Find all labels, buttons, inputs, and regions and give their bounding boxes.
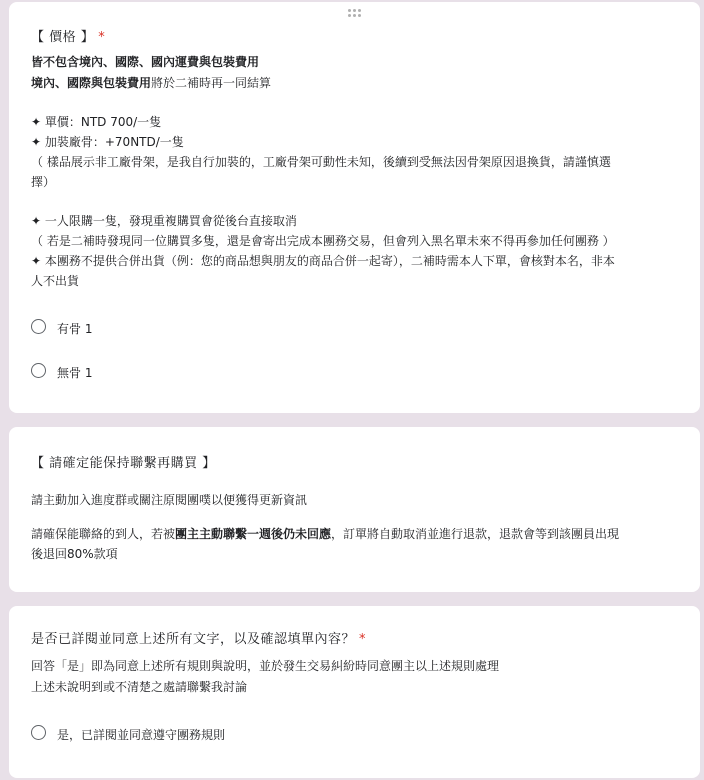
radio-option-no-bone[interactable]	[31, 363, 46, 378]
limit-note: （ 若是二補時發現同一位購買多隻，還是會寄出完成本團務交易，但會列入黑名單未來不得再參加任何團務 ）	[31, 234, 615, 248]
note-line: 擇）	[31, 175, 56, 189]
required-asterisk: *	[359, 632, 367, 647]
limit-line: ✦ 一人限購一隻，發現重複購買會從後台直接取消	[31, 214, 297, 228]
section-text: 請確保能聯絡的到人，若被	[31, 527, 176, 541]
question-title	[31, 628, 366, 647]
question-title-text: 是否已詳閱並同意上述所有文字，以及確認填單內容？	[31, 632, 356, 647]
addon-line: ✦ 加裝廠骨：+70NTD/一隻	[31, 135, 184, 149]
required-asterisk: *	[98, 30, 106, 45]
question-card-price	[9, 2, 700, 413]
section-bold-text: 團主主動聯繫一週後仍未回應	[175, 527, 332, 541]
merge-line: 人不出貨	[31, 274, 80, 288]
radio-option-label: 有骨 1	[57, 322, 93, 336]
radio-option-label: 是，已詳閱並同意遵守團務規則	[57, 728, 226, 742]
radio-option-agree[interactable]	[31, 725, 46, 740]
radio-option-with-bone[interactable]	[31, 319, 46, 334]
question-title-text: 【 價格 】	[31, 30, 95, 45]
price-line: ✦ 單價：NTD 700/一隻	[31, 115, 162, 129]
description-text: 將於二補時再一同結算	[151, 76, 272, 90]
description-bold-text: 境內、國際與包裝費用	[31, 76, 152, 90]
section-text: ，訂單將自動取消並進行退款，退款會等到該團員出現	[331, 527, 620, 541]
question-card-agreement	[9, 606, 700, 778]
section-card-contact	[9, 427, 700, 592]
section-text-line: 後退回80%款項	[31, 547, 118, 561]
question-title	[31, 26, 105, 45]
description-line: 回答「是」即為同意上述所有規則與說明，並於發生交易糾紛時同意團主以上述規則處理	[31, 659, 500, 673]
description-line	[31, 73, 271, 93]
merge-line: ✦ 本團務不提供合併出貨（例：您的商品想與朋友的商品合併一起寄），二補時需本人下單，會核對本名，非本	[31, 254, 615, 268]
description-line: 上述未說明到或不清楚之處請聯繫我討論	[31, 680, 248, 694]
section-text-line: 請主動加入進度群或關注原閱團噗以便獲得更新資訊	[31, 493, 308, 507]
description-line: 皆不包含境內、國際、國內運費與包裝費用	[31, 55, 260, 69]
radio-option-label: 無骨 1	[57, 366, 93, 380]
section-text-line	[31, 524, 619, 544]
note-line: （ 樣品展示非工廠骨架，是我自行加裝的，工廠骨架可動性未知，後續到受無法因骨架原因退換貨，請謹慎選	[31, 155, 611, 169]
drag-handle-icon[interactable]	[348, 9, 362, 18]
section-title: 【 請確定能保持聯繫再購買 】	[31, 456, 216, 471]
